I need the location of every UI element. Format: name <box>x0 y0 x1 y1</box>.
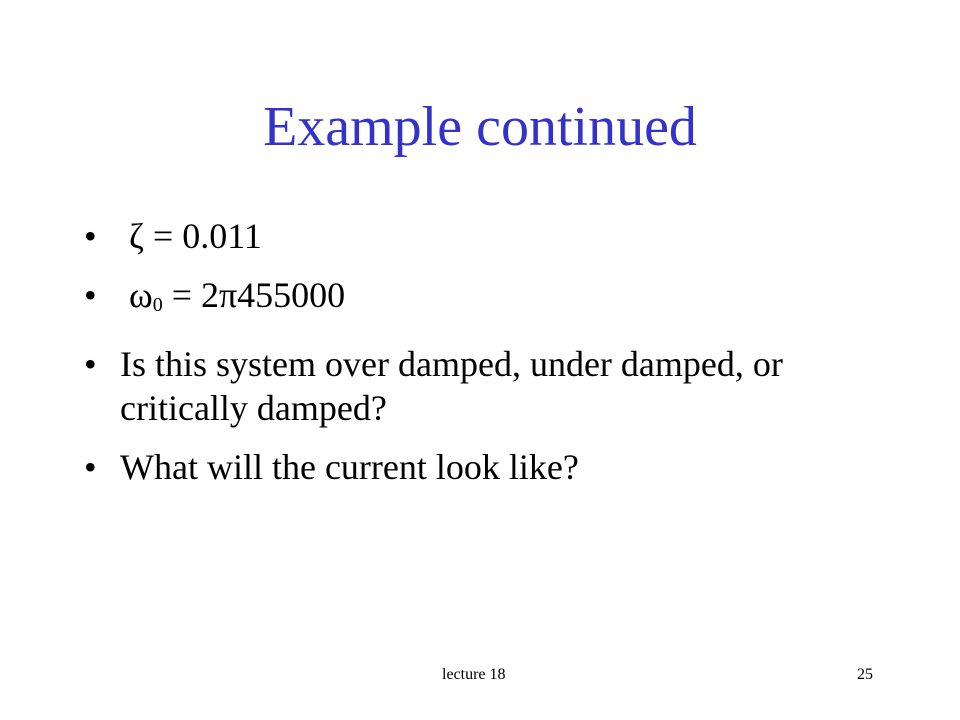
bullet-text: What will the current look like? <box>120 447 579 487</box>
bullet-marker: • <box>84 275 97 315</box>
bullet-omega <box>84 273 884 327</box>
bullet-current-question <box>84 445 884 489</box>
omega-subscript: 0 <box>152 294 163 316</box>
bullet-list <box>84 214 884 504</box>
bullet-text: Is this system over damped, under damped, or critically damped? <box>120 344 783 428</box>
bullet-text <box>120 273 884 327</box>
bullet-marker: • <box>84 344 97 384</box>
slide-title: Example continued <box>263 96 697 158</box>
bullet-text: ζ = 0.011 <box>120 216 262 256</box>
bullet-damping-question <box>84 342 884 430</box>
footer-label: lecture 18 <box>442 666 506 683</box>
bullet-zeta <box>84 214 884 258</box>
page-number: 25 <box>857 666 873 683</box>
omega-value: = 2π455000 <box>162 275 346 315</box>
omega-symbol: ω <box>120 275 153 315</box>
bullet-marker: • <box>84 447 97 487</box>
bullet-marker: • <box>84 216 97 256</box>
